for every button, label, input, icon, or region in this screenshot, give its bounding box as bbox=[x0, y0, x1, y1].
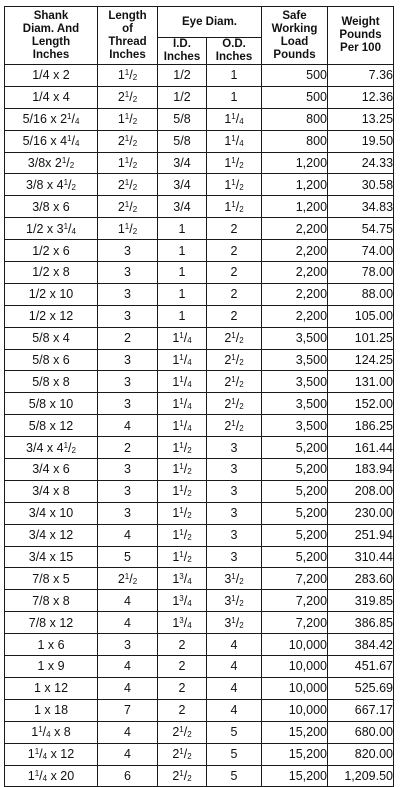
cell-eye-id: $1^1/_2$ bbox=[158, 437, 207, 459]
cell-eye-od: $2^1/_2$ bbox=[207, 371, 262, 393]
cell-thread-length: 3 bbox=[98, 349, 158, 371]
cell-working-load: 3,500 bbox=[262, 327, 328, 349]
cell-shank: 1 x 18 bbox=[5, 699, 98, 721]
cell-eye-od: 5 bbox=[207, 765, 262, 787]
cell-eye-id: $2^1/_2$ bbox=[158, 765, 207, 787]
table-row bbox=[5, 656, 394, 678]
cell-working-load: 3,500 bbox=[262, 415, 328, 437]
cell-shank: $1^1/_4$ x 8 bbox=[5, 721, 98, 743]
table-row bbox=[5, 108, 394, 130]
table-row bbox=[5, 743, 394, 765]
table-row bbox=[5, 524, 394, 546]
table-row bbox=[5, 240, 394, 262]
cell-shank: 1/2 x 8 bbox=[5, 262, 98, 284]
cell-shank: 3/8 x $4^1/_2$ bbox=[5, 174, 98, 196]
cell-eye-id: 2 bbox=[158, 634, 207, 656]
cell-shank: 3/4 x 6 bbox=[5, 459, 98, 481]
cell-working-load: 800 bbox=[262, 130, 328, 152]
table-row bbox=[5, 262, 394, 284]
table-row bbox=[5, 480, 394, 502]
cell-eye-id: 3/4 bbox=[158, 196, 207, 218]
cell-weight: 384.42 bbox=[328, 634, 394, 656]
cell-weight: 13.25 bbox=[328, 108, 394, 130]
cell-weight: 1,209.50 bbox=[328, 765, 394, 787]
cell-working-load: 7,200 bbox=[262, 590, 328, 612]
header-shank-line: Shank bbox=[33, 9, 69, 22]
cell-thread-length: 4 bbox=[98, 415, 158, 437]
cell-thread-length: 4 bbox=[98, 721, 158, 743]
cell-weight: 54.75 bbox=[328, 218, 394, 240]
cell-working-load: 10,000 bbox=[262, 699, 328, 721]
cell-weight: 34.83 bbox=[328, 196, 394, 218]
cell-eye-od: 3 bbox=[207, 459, 262, 481]
cell-eye-id: 1 bbox=[158, 218, 207, 240]
table-row bbox=[5, 371, 394, 393]
cell-weight: 88.00 bbox=[328, 283, 394, 305]
cell-eye-id: 5/8 bbox=[158, 108, 207, 130]
cell-shank: 5/8 x 8 bbox=[5, 371, 98, 393]
header-shank-line: Length bbox=[31, 35, 71, 48]
header-id-line: I.D. bbox=[173, 38, 191, 50]
cell-thread-length: $2^1/_2$ bbox=[98, 174, 158, 196]
cell-eye-od: $2^1/_2$ bbox=[207, 349, 262, 371]
table-row bbox=[5, 502, 394, 524]
cell-shank: 7/8 x 5 bbox=[5, 568, 98, 590]
cell-working-load: 2,200 bbox=[262, 218, 328, 240]
cell-thread-length: 2 bbox=[98, 437, 158, 459]
cell-eye-id: 1 bbox=[158, 240, 207, 262]
cell-eye-od: $2^1/_2$ bbox=[207, 327, 262, 349]
header-thread-line: Length bbox=[108, 9, 147, 22]
cell-shank: 3/4 x 15 bbox=[5, 546, 98, 568]
cell-working-load: 800 bbox=[262, 108, 328, 130]
cell-weight: 525.69 bbox=[328, 677, 394, 699]
cell-weight: 183.94 bbox=[328, 459, 394, 481]
table-row bbox=[5, 699, 394, 721]
cell-eye-id: $2^1/_2$ bbox=[158, 743, 207, 765]
cell-working-load: 5,200 bbox=[262, 524, 328, 546]
cell-weight: 131.00 bbox=[328, 371, 394, 393]
header-load-line: Working bbox=[271, 22, 318, 35]
cell-eye-id: 2 bbox=[158, 677, 207, 699]
cell-weight: 251.94 bbox=[328, 524, 394, 546]
cell-thread-length: 3 bbox=[98, 240, 158, 262]
cell-eye-id: $1^1/_4$ bbox=[158, 327, 207, 349]
table-row bbox=[5, 283, 394, 305]
cell-eye-id: 3/4 bbox=[158, 152, 207, 174]
cell-weight: 30.58 bbox=[328, 174, 394, 196]
cell-working-load: 10,000 bbox=[262, 677, 328, 699]
cell-thread-length: 4 bbox=[98, 677, 158, 699]
cell-eye-od: 1 bbox=[207, 86, 262, 108]
cell-eye-od: 3 bbox=[207, 546, 262, 568]
header-thread-line: Inches bbox=[109, 48, 146, 61]
cell-eye-id: $1^1/_2$ bbox=[158, 502, 207, 524]
cell-shank: 1/2 x 6 bbox=[5, 240, 98, 262]
cell-thread-length: 4 bbox=[98, 612, 158, 634]
cell-eye-id: $2^1/_2$ bbox=[158, 721, 207, 743]
cell-shank: 3/4 x 10 bbox=[5, 502, 98, 524]
cell-eye-od: $1^1/_4$ bbox=[207, 130, 262, 152]
cell-thread-length: $1^1/_2$ bbox=[98, 218, 158, 240]
cell-working-load: 10,000 bbox=[262, 656, 328, 678]
table-row bbox=[5, 459, 394, 481]
cell-shank: 5/16 x $4^1/_4$ bbox=[5, 130, 98, 152]
cell-thread-length: $1^1/_2$ bbox=[98, 65, 158, 87]
cell-working-load: 10,000 bbox=[262, 634, 328, 656]
cell-weight: 161.44 bbox=[328, 437, 394, 459]
cell-thread-length: 4 bbox=[98, 656, 158, 678]
header-weight-line: Pounds bbox=[339, 29, 382, 41]
cell-eye-od: 5 bbox=[207, 721, 262, 743]
cell-shank: 1 x 12 bbox=[5, 677, 98, 699]
header-thread-line: of bbox=[122, 22, 133, 35]
header-eye-diam: Eye Diam. bbox=[158, 7, 262, 38]
cell-shank: 1/2 x 10 bbox=[5, 283, 98, 305]
table-row bbox=[5, 65, 394, 87]
cell-eye-od: 3 bbox=[207, 437, 262, 459]
header-shank-line: Inches bbox=[32, 48, 70, 61]
cell-thread-length: 7 bbox=[98, 699, 158, 721]
cell-eye-id: 1 bbox=[158, 283, 207, 305]
cell-working-load: 15,200 bbox=[262, 743, 328, 765]
cell-thread-length: 4 bbox=[98, 743, 158, 765]
cell-weight: 680.00 bbox=[328, 721, 394, 743]
cell-shank: 3/4 x 8 bbox=[5, 480, 98, 502]
table-body bbox=[5, 65, 394, 787]
cell-eye-od: 2 bbox=[207, 218, 262, 240]
cell-working-load: 500 bbox=[262, 86, 328, 108]
table-row bbox=[5, 152, 394, 174]
cell-shank: 3/4 x $4^1/_2$ bbox=[5, 437, 98, 459]
header-load-line: Pounds bbox=[273, 48, 316, 61]
table-row bbox=[5, 86, 394, 108]
cell-eye-od: 4 bbox=[207, 699, 262, 721]
cell-eye-id: $1^1/_2$ bbox=[158, 480, 207, 502]
eye-bolt-spec-table bbox=[4, 6, 394, 787]
cell-eye-od: $1^1/_2$ bbox=[207, 174, 262, 196]
cell-eye-id: 1 bbox=[158, 262, 207, 284]
cell-weight: 105.00 bbox=[328, 305, 394, 327]
cell-thread-length: 3 bbox=[98, 502, 158, 524]
cell-weight: 230.00 bbox=[328, 502, 394, 524]
cell-eye-od: $3^1/_2$ bbox=[207, 568, 262, 590]
cell-eye-id: $1^1/_4$ bbox=[158, 349, 207, 371]
header-shank bbox=[5, 7, 98, 65]
cell-weight: 310.44 bbox=[328, 546, 394, 568]
cell-weight: 451.67 bbox=[328, 656, 394, 678]
cell-weight: 186.25 bbox=[328, 415, 394, 437]
header-thread-line: Thread bbox=[108, 35, 147, 48]
cell-thread-length: 3 bbox=[98, 634, 158, 656]
cell-shank: 5/8 x 6 bbox=[5, 349, 98, 371]
cell-working-load: 3,500 bbox=[262, 393, 328, 415]
cell-weight: 386.85 bbox=[328, 612, 394, 634]
cell-working-load: 5,200 bbox=[262, 502, 328, 524]
cell-thread-length: 3 bbox=[98, 305, 158, 327]
cell-eye-od: $2^1/_2$ bbox=[207, 415, 262, 437]
cell-weight: 208.00 bbox=[328, 480, 394, 502]
header-load bbox=[262, 7, 328, 65]
table-header bbox=[5, 7, 394, 65]
cell-weight: 24.33 bbox=[328, 152, 394, 174]
cell-eye-od: $3^1/_2$ bbox=[207, 612, 262, 634]
cell-eye-id: $1^1/_2$ bbox=[158, 546, 207, 568]
cell-thread-length: $1^1/_2$ bbox=[98, 108, 158, 130]
cell-eye-od: 2 bbox=[207, 305, 262, 327]
cell-eye-id: $1^3/_4$ bbox=[158, 590, 207, 612]
cell-thread-length: 3 bbox=[98, 480, 158, 502]
cell-thread-length: 3 bbox=[98, 459, 158, 481]
table-row bbox=[5, 393, 394, 415]
cell-shank: 7/8 x 8 bbox=[5, 590, 98, 612]
cell-thread-length: 5 bbox=[98, 546, 158, 568]
header-thread bbox=[98, 7, 158, 65]
table-row bbox=[5, 765, 394, 787]
table-row bbox=[5, 415, 394, 437]
cell-shank: 5/8 x 10 bbox=[5, 393, 98, 415]
cell-eye-od: $3^1/_2$ bbox=[207, 590, 262, 612]
table-row bbox=[5, 349, 394, 371]
header-shank-line: Diam. And bbox=[22, 22, 80, 35]
cell-eye-od: $1^1/_2$ bbox=[207, 196, 262, 218]
cell-thread-length: 4 bbox=[98, 524, 158, 546]
cell-shank: 1/4 x 2 bbox=[5, 65, 98, 87]
table-row bbox=[5, 437, 394, 459]
cell-weight: 152.00 bbox=[328, 393, 394, 415]
cell-thread-length: $2^1/_2$ bbox=[98, 130, 158, 152]
cell-thread-length: 6 bbox=[98, 765, 158, 787]
cell-thread-length: 3 bbox=[98, 283, 158, 305]
cell-eye-od: $1^1/_2$ bbox=[207, 152, 262, 174]
cell-eye-id: $1^3/_4$ bbox=[158, 568, 207, 590]
cell-thread-length: 3 bbox=[98, 371, 158, 393]
cell-thread-length: 3 bbox=[98, 393, 158, 415]
header-weight bbox=[328, 7, 394, 65]
cell-shank: 1 x 6 bbox=[5, 634, 98, 656]
cell-working-load: 2,200 bbox=[262, 262, 328, 284]
cell-eye-id: $1^1/_4$ bbox=[158, 393, 207, 415]
cell-working-load: 15,200 bbox=[262, 765, 328, 787]
cell-working-load: 5,200 bbox=[262, 437, 328, 459]
cell-eye-id: 3/4 bbox=[158, 174, 207, 196]
cell-eye-id: $1^3/_4$ bbox=[158, 612, 207, 634]
cell-shank: 5/16 x $2^1/_4$ bbox=[5, 108, 98, 130]
cell-eye-id: 2 bbox=[158, 656, 207, 678]
cell-eye-id: 1/2 bbox=[158, 65, 207, 87]
cell-weight: 12.36 bbox=[328, 86, 394, 108]
header-weight-line: Weight bbox=[341, 16, 380, 28]
cell-weight: 124.25 bbox=[328, 349, 394, 371]
cell-eye-od: 2 bbox=[207, 283, 262, 305]
cell-eye-od: $2^1/_2$ bbox=[207, 393, 262, 415]
cell-shank: $1^1/_4$ x 20 bbox=[5, 765, 98, 787]
cell-shank: 1/4 x 4 bbox=[5, 86, 98, 108]
cell-weight: 101.25 bbox=[328, 327, 394, 349]
cell-eye-id: 5/8 bbox=[158, 130, 207, 152]
cell-working-load: 1,200 bbox=[262, 174, 328, 196]
table-row bbox=[5, 130, 394, 152]
table-row bbox=[5, 196, 394, 218]
cell-weight: 7.36 bbox=[328, 65, 394, 87]
cell-shank: 1/2 x $3^1/_4$ bbox=[5, 218, 98, 240]
cell-eye-od: 2 bbox=[207, 262, 262, 284]
cell-eye-od: $1^1/_4$ bbox=[207, 108, 262, 130]
cell-eye-od: 1 bbox=[207, 65, 262, 87]
table-row bbox=[5, 327, 394, 349]
cell-working-load: 2,200 bbox=[262, 283, 328, 305]
cell-weight: 283.60 bbox=[328, 568, 394, 590]
cell-shank: 5/8 x 12 bbox=[5, 415, 98, 437]
cell-eye-id: 2 bbox=[158, 699, 207, 721]
table-row bbox=[5, 721, 394, 743]
table-row bbox=[5, 677, 394, 699]
header-load-line: Safe bbox=[282, 9, 307, 22]
cell-eye-od: 4 bbox=[207, 656, 262, 678]
table-row bbox=[5, 612, 394, 634]
header-id bbox=[158, 38, 207, 65]
spec-table-page bbox=[4, 6, 393, 787]
cell-eye-id: $1^1/_2$ bbox=[158, 524, 207, 546]
cell-eye-od: 5 bbox=[207, 743, 262, 765]
cell-eye-id: $1^1/_2$ bbox=[158, 459, 207, 481]
cell-working-load: 1,200 bbox=[262, 196, 328, 218]
cell-working-load: 500 bbox=[262, 65, 328, 87]
cell-eye-od: 3 bbox=[207, 502, 262, 524]
cell-eye-id: 1 bbox=[158, 305, 207, 327]
cell-eye-od: 2 bbox=[207, 240, 262, 262]
cell-working-load: 3,500 bbox=[262, 349, 328, 371]
cell-shank: $1^1/_4$ x 12 bbox=[5, 743, 98, 765]
cell-shank: 3/4 x 12 bbox=[5, 524, 98, 546]
cell-working-load: 2,200 bbox=[262, 240, 328, 262]
cell-eye-od: 3 bbox=[207, 524, 262, 546]
cell-eye-id: 1/2 bbox=[158, 86, 207, 108]
cell-weight: 78.00 bbox=[328, 262, 394, 284]
cell-eye-od: 3 bbox=[207, 480, 262, 502]
cell-shank: 3/8x $2^1/_2$ bbox=[5, 152, 98, 174]
cell-working-load: 1,200 bbox=[262, 152, 328, 174]
table-row bbox=[5, 218, 394, 240]
table-row bbox=[5, 174, 394, 196]
header-load-line: Load bbox=[280, 35, 309, 48]
cell-working-load: 5,200 bbox=[262, 459, 328, 481]
header-od-line: O.D. bbox=[222, 38, 246, 50]
cell-thread-length: $2^1/_2$ bbox=[98, 568, 158, 590]
cell-weight: 19.50 bbox=[328, 130, 394, 152]
cell-shank: 1/2 x 12 bbox=[5, 305, 98, 327]
table-row bbox=[5, 305, 394, 327]
cell-working-load: 5,200 bbox=[262, 480, 328, 502]
cell-weight: 820.00 bbox=[328, 743, 394, 765]
cell-working-load: 15,200 bbox=[262, 721, 328, 743]
header-od bbox=[207, 38, 262, 65]
table-row bbox=[5, 568, 394, 590]
cell-working-load: 7,200 bbox=[262, 568, 328, 590]
cell-working-load: 3,500 bbox=[262, 371, 328, 393]
cell-eye-od: 4 bbox=[207, 677, 262, 699]
table-row bbox=[5, 590, 394, 612]
cell-shank: 3/8 x 6 bbox=[5, 196, 98, 218]
cell-working-load: 7,200 bbox=[262, 612, 328, 634]
header-id-line: Inches bbox=[163, 51, 201, 63]
cell-eye-id: $1^1/_4$ bbox=[158, 371, 207, 393]
cell-working-load: 5,200 bbox=[262, 546, 328, 568]
cell-thread-length: 3 bbox=[98, 262, 158, 284]
cell-weight: 667.17 bbox=[328, 699, 394, 721]
cell-thread-length: 2 bbox=[98, 327, 158, 349]
cell-thread-length: 4 bbox=[98, 590, 158, 612]
cell-shank: 7/8 x 12 bbox=[5, 612, 98, 634]
cell-shank: 1 x 9 bbox=[5, 656, 98, 678]
cell-thread-length: $1^1/_2$ bbox=[98, 152, 158, 174]
cell-thread-length: $2^1/_2$ bbox=[98, 196, 158, 218]
cell-eye-id: $1^1/_4$ bbox=[158, 415, 207, 437]
header-od-line: Inches bbox=[215, 51, 253, 63]
header-weight-line: Per 100 bbox=[340, 42, 381, 54]
table-row bbox=[5, 546, 394, 568]
cell-weight: 319.85 bbox=[328, 590, 394, 612]
cell-shank: 5/8 x 4 bbox=[5, 327, 98, 349]
cell-thread-length: $2^1/_2$ bbox=[98, 86, 158, 108]
table-row bbox=[5, 634, 394, 656]
cell-weight: 74.00 bbox=[328, 240, 394, 262]
cell-working-load: 2,200 bbox=[262, 305, 328, 327]
cell-eye-od: 4 bbox=[207, 634, 262, 656]
